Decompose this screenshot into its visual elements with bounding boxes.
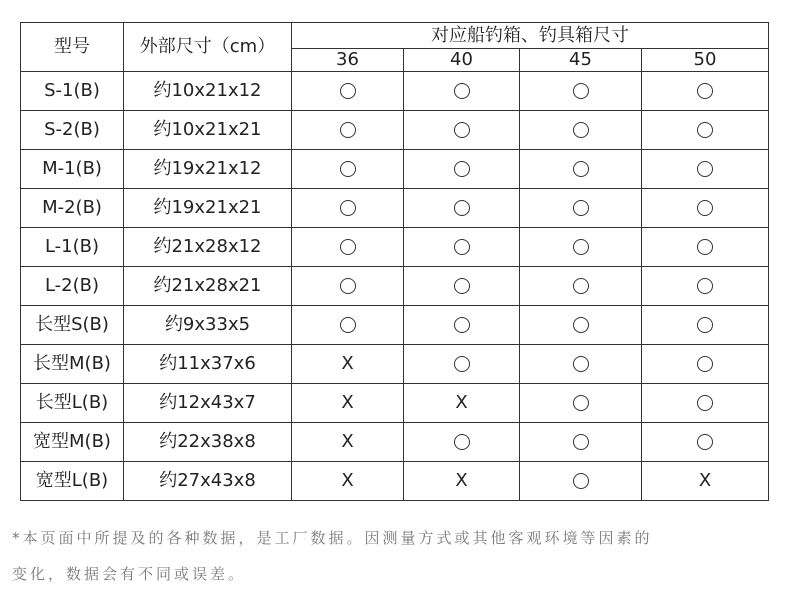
cell-fit-40: [404, 423, 520, 462]
circle-icon: [573, 122, 589, 138]
cell-fit-50: [642, 267, 769, 306]
cell-model: 长型M(B): [21, 345, 124, 384]
circle-icon: [697, 434, 713, 450]
circle-icon: [573, 473, 589, 489]
table-row: [21, 345, 769, 384]
cross-mark: X: [341, 392, 354, 413]
circle-icon: [454, 122, 470, 138]
header-compatible-box-size: 对应船钓箱、钓具箱尺寸: [292, 23, 769, 49]
circle-icon: [573, 83, 589, 99]
cell-size: 约21x28x21: [124, 267, 292, 306]
cell-size: 约9x33x5: [124, 306, 292, 345]
cell-size: 约21x28x12: [124, 228, 292, 267]
circle-icon: [454, 356, 470, 372]
cell-size: 约12x43x7: [124, 384, 292, 423]
circle-icon: [454, 161, 470, 177]
cell-fit-45: [520, 462, 642, 501]
cell-fit-40: [404, 384, 520, 423]
cell-model: 宽型L(B): [21, 462, 124, 501]
cell-size: 约19x21x21: [124, 189, 292, 228]
cross-mark: X: [341, 431, 354, 452]
disclaimer-line-2: 变化，数据会有不同或误差。: [12, 565, 247, 583]
disclaimer-line-1: *本页面中所提及的各种数据，是工厂数据。因测量方式或其他客观环境等因素的: [12, 529, 653, 547]
cell-fit-40: [404, 228, 520, 267]
table-row: [21, 228, 769, 267]
cell-fit-45: [520, 345, 642, 384]
circle-icon: [340, 200, 356, 216]
circle-icon: [697, 200, 713, 216]
cross-mark: X: [698, 470, 712, 491]
circle-icon: [573, 161, 589, 177]
cell-model: M-2(B): [21, 189, 124, 228]
cell-fit-36: [292, 384, 404, 423]
cell-fit-40: [404, 72, 520, 111]
circle-icon: [573, 356, 589, 372]
circle-icon: [340, 122, 356, 138]
cell-fit-50: [642, 111, 769, 150]
circle-icon: [697, 122, 713, 138]
circle-icon: [454, 200, 470, 216]
cell-fit-36: [292, 72, 404, 111]
header-size: 外部尺寸（cm）: [124, 23, 292, 72]
circle-icon: [340, 317, 356, 333]
cell-fit-50: [642, 228, 769, 267]
table-row: [21, 423, 769, 462]
cell-model: S-2(B): [21, 111, 124, 150]
circle-icon: [697, 395, 713, 411]
header-size-50: 50: [642, 49, 769, 72]
circle-icon: [573, 200, 589, 216]
circle-icon: [697, 239, 713, 255]
circle-icon: [454, 239, 470, 255]
table-row: [21, 267, 769, 306]
header-model: 型号: [21, 23, 124, 72]
circle-icon: [573, 395, 589, 411]
cell-fit-36: [292, 189, 404, 228]
cell-fit-40: [404, 306, 520, 345]
circle-icon: [573, 317, 589, 333]
circle-icon: [340, 161, 356, 177]
cell-fit-36: [292, 111, 404, 150]
circle-icon: [340, 278, 356, 294]
circle-icon: [454, 278, 470, 294]
cell-fit-40: [404, 150, 520, 189]
cell-fit-45: [520, 267, 642, 306]
circle-icon: [697, 317, 713, 333]
cell-size: 约10x21x12: [124, 72, 292, 111]
cell-size: 约22x38x8: [124, 423, 292, 462]
table-body: [21, 72, 769, 501]
cell-fit-45: [520, 306, 642, 345]
circle-icon: [340, 239, 356, 255]
cell-model: M-1(B): [21, 150, 124, 189]
cell-fit-45: [520, 423, 642, 462]
cell-fit-40: [404, 189, 520, 228]
table-row: [21, 462, 769, 501]
cell-fit-45: [520, 189, 642, 228]
cell-fit-45: [520, 384, 642, 423]
cell-fit-50: [642, 384, 769, 423]
cell-fit-50: [642, 306, 769, 345]
cell-fit-36: [292, 423, 404, 462]
cell-size: 约19x21x12: [124, 150, 292, 189]
circle-icon: [697, 356, 713, 372]
header-size-40: 40: [404, 49, 520, 72]
cell-model: 长型S(B): [21, 306, 124, 345]
cell-fit-40: [404, 345, 520, 384]
circle-icon: [340, 83, 356, 99]
circle-icon: [454, 434, 470, 450]
cell-size: 约11x37x6: [124, 345, 292, 384]
cell-fit-45: [520, 111, 642, 150]
circle-icon: [697, 83, 713, 99]
table-row: [21, 384, 769, 423]
table-row: [21, 111, 769, 150]
cell-fit-36: [292, 306, 404, 345]
cell-fit-36: [292, 228, 404, 267]
table-row: [21, 189, 769, 228]
cell-fit-45: [520, 72, 642, 111]
circle-icon: [697, 278, 713, 294]
cross-mark: X: [455, 392, 468, 413]
cell-model: L-1(B): [21, 228, 124, 267]
cell-fit-36: [292, 462, 404, 501]
table-row: [21, 306, 769, 345]
cell-fit-50: [642, 462, 769, 501]
header-size-45: 45: [520, 49, 642, 72]
cell-fit-40: [404, 462, 520, 501]
circle-icon: [454, 317, 470, 333]
cell-fit-36: [292, 267, 404, 306]
spec-table: [20, 22, 769, 501]
cell-model: 长型L(B): [21, 384, 124, 423]
cross-mark: X: [455, 470, 468, 491]
circle-icon: [573, 278, 589, 294]
table-row: [21, 150, 769, 189]
cell-size: 约10x21x21: [124, 111, 292, 150]
cross-mark: X: [341, 470, 354, 491]
cell-fit-45: [520, 150, 642, 189]
table-row: [21, 72, 769, 111]
cell-fit-50: [642, 189, 769, 228]
circle-icon: [573, 434, 589, 450]
cell-fit-50: [642, 72, 769, 111]
cell-model: S-1(B): [21, 72, 124, 111]
cell-fit-50: [642, 423, 769, 462]
cell-fit-50: [642, 345, 769, 384]
cell-model: L-2(B): [21, 267, 124, 306]
cross-mark: X: [341, 353, 354, 374]
header-size-36: 36: [292, 49, 404, 72]
cell-fit-36: [292, 345, 404, 384]
circle-icon: [573, 239, 589, 255]
cell-fit-45: [520, 228, 642, 267]
cell-fit-40: [404, 267, 520, 306]
circle-icon: [697, 161, 713, 177]
cell-fit-50: [642, 150, 769, 189]
cell-fit-36: [292, 150, 404, 189]
cell-model: 宽型M(B): [21, 423, 124, 462]
cell-fit-40: [404, 111, 520, 150]
cell-size: 约27x43x8: [124, 462, 292, 501]
circle-icon: [454, 83, 470, 99]
